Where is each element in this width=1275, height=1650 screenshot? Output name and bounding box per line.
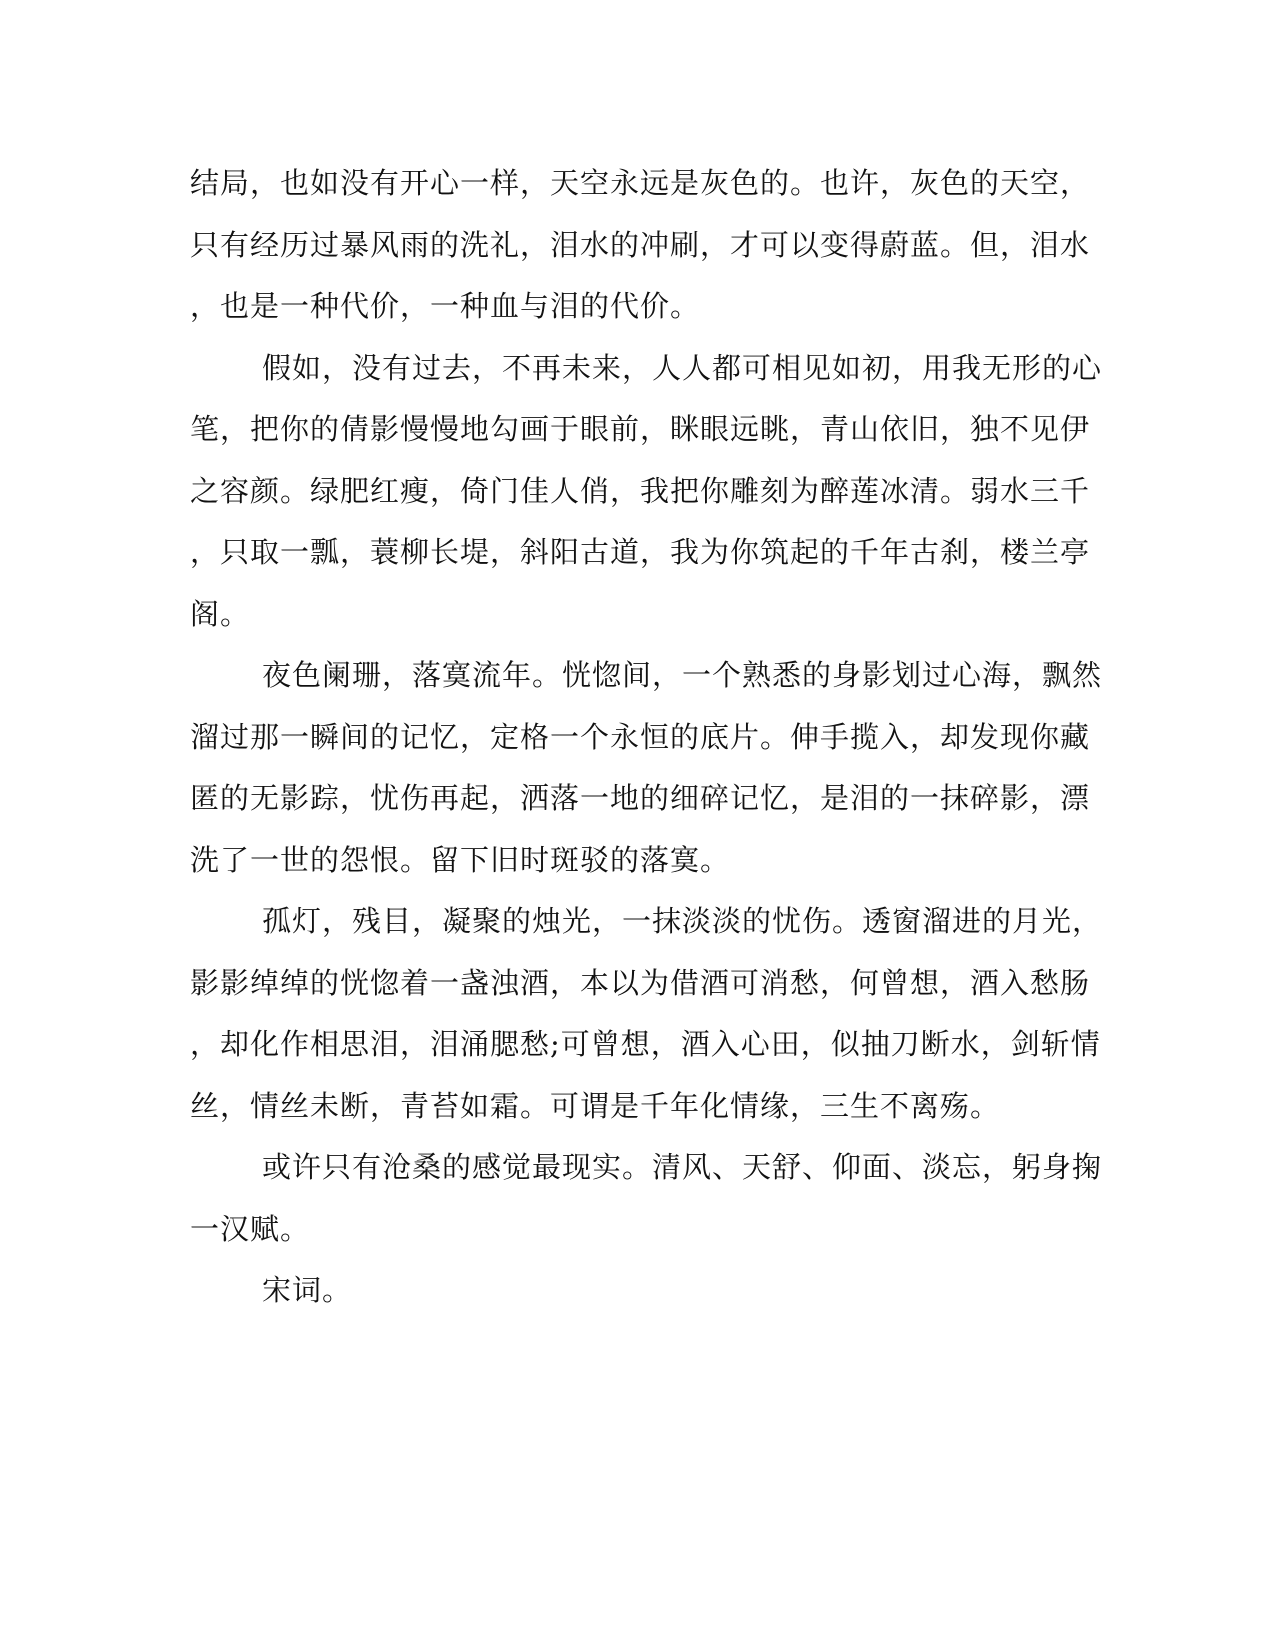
text-line: 阁。 xyxy=(190,596,251,631)
text-line: 孤灯，残目，凝聚的烛光，一抹淡淡的忧伤。透窗溜进的月光， xyxy=(262,904,1103,938)
text-line: 影影绰绰的恍惚着一盏浊酒，本以为借酒可消愁，何曾想，酒入愁肠 xyxy=(190,965,1091,1000)
text-line: ，也是一种代价，一种血与泪的代价。 xyxy=(190,289,701,323)
text-line: 之容颜。绿肥红瘦，倚门佳人俏，我把你雕刻为醉莲冰清。弱水三千 xyxy=(190,473,1091,508)
text-line: 匿的无影踪，忧伤再起，洒落一地的细碎记忆，是泪的一抹碎影，漂 xyxy=(190,781,1091,815)
text-line: 一汉赋。 xyxy=(190,1211,311,1246)
text-line: ，却化作相思泪，泪涌腮愁;可曾想，酒入心田，似抽刀断水，剑斩情 xyxy=(190,1027,1101,1061)
paragraph-6 xyxy=(190,1260,1085,1322)
document-body xyxy=(190,153,1103,1322)
paragraph-2 xyxy=(190,338,1103,646)
text-line: 宋词。 xyxy=(262,1273,353,1307)
paragraph-4 xyxy=(190,891,1103,1137)
text-line: 夜色阑珊，落寞流年。恍惚间，一个熟悉的身影划过心海，飘然 xyxy=(262,658,1103,692)
text-line: 笔，把你的倩影慢慢地勾画于眼前，眯眼远眺，青山依旧，独不见伊 xyxy=(190,412,1091,446)
text-line: ，只取一瓢，蓑柳长堤，斜阳古道，我为你筑起的千年古刹，楼兰亭 xyxy=(190,535,1091,569)
paragraph-1 xyxy=(190,153,1091,338)
text-line: 结局，也如没有开心一样，天空永远是灰色的。也许，灰色的天空， xyxy=(190,166,1091,200)
text-line: 溜过那一瞬间的记忆，定格一个永恒的底片。伸手揽入，却发现你藏 xyxy=(190,719,1091,754)
text-line: 只有经历过暴风雨的洗礼，泪水的冲刷，才可以变得蔚蓝。但，泪水 xyxy=(190,227,1091,262)
text-line: 或许只有沧桑的感觉最现实。清风、天舒、仰面、淡忘，躬身掬 xyxy=(262,1150,1103,1184)
text-line: 丝，情丝未断，青苔如霜。可谓是千年化情缘，三生不离殇。 xyxy=(190,1088,1001,1123)
text-line: 洗了一世的怨恨。留下旧时斑驳的落寞。 xyxy=(190,842,731,877)
paragraph-3 xyxy=(190,645,1103,891)
text-line: 假如，没有过去，不再未来，人人都可相见如初，用我无形的心 xyxy=(262,350,1103,385)
paragraph-5 xyxy=(190,1137,1103,1260)
